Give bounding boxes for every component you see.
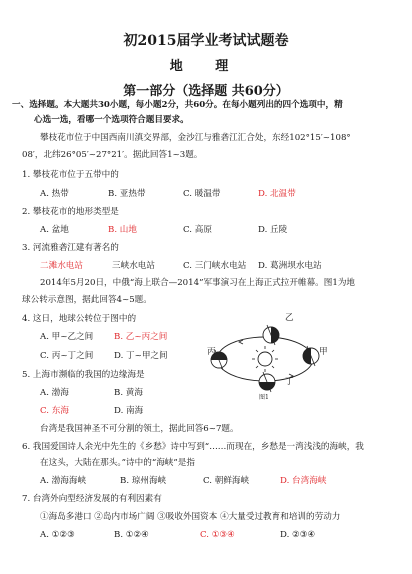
q3-option-a[interactable]: 二滩水电站 (40, 261, 83, 271)
subject-title: 地 理 (169, 59, 243, 74)
q4-stem: 4. 这日，地球公转位于图中的 (22, 314, 137, 324)
q1-option-c[interactable]: C. 暖温带 (183, 189, 221, 199)
q2-option-a[interactable]: A. 盆地 (40, 225, 69, 235)
sun-rays-icon (252, 346, 278, 372)
section-instruction-line1: 一、选择题。本大题共30小题，每小题2分，共60分。在每小题列出的四个选项中，精 (12, 100, 343, 110)
section-instruction-line2: 心选一选，看哪一个选项符合题目要求。 (34, 115, 189, 125)
q4-option-a[interactable]: A. 甲~乙之间 (40, 332, 94, 342)
q2-option-d[interactable]: D. 丘陵 (258, 225, 288, 235)
q5-option-a[interactable]: A. 渤海 (40, 388, 69, 398)
q7-stem: 7. 台湾外向型经济发展的有利因素有 (22, 494, 162, 504)
sun-icon (258, 352, 272, 366)
q3-option-c[interactable]: C. 三门峡水电站 (183, 261, 247, 271)
orbit-svg (205, 312, 325, 404)
exam-title: 初2015届学业考试试题卷 (123, 33, 289, 49)
q5-option-c[interactable]: C. 东海 (40, 406, 69, 416)
q6-option-a[interactable]: A. 渤海海峡 (40, 476, 87, 486)
q6-option-b[interactable]: B. 琼州海峡 (120, 476, 167, 486)
label-yi: 乙 (285, 313, 294, 323)
earth-orbit-diagram (205, 312, 328, 404)
q3-stem: 3. 河流雅砻江建有著名的 (22, 243, 119, 253)
passage3-line1: 台湾是我国神圣不可分割的领土，据此回答6~7题。 (40, 424, 239, 434)
q2-option-c[interactable]: C. 高原 (183, 225, 212, 235)
passage2-line1: 2014年5月20日，中俄“海上联合—2014”军事演习在上海正式拉开帷幕。图1为地 (40, 278, 356, 288)
q1-option-a[interactable]: A. 热带 (40, 189, 69, 199)
q6-stem-line2: 在这头，大陆在那头。”诗中的“海峡”是指 (40, 458, 195, 468)
part-title: 第一部分（选择题 共60分） (123, 84, 289, 99)
q6-option-d[interactable]: D. 台湾海峡 (280, 476, 327, 486)
q5-stem: 5. 上海市濒临的我国的边缘海是 (22, 370, 145, 380)
passage1-line2: 08′，北纬26°05′~27°21′。据此回答1~3题。 (22, 150, 203, 160)
q3-option-d[interactable]: D. 葛洲坝水电站 (258, 261, 322, 271)
q4-option-d[interactable]: D. 丁~甲之间 (114, 351, 168, 361)
passage2-line2: 球公转示意图，据此回答4~5题。 (22, 295, 152, 305)
q2-option-b[interactable]: B. 山地 (108, 225, 137, 235)
q6-stem-line1: 6. 我国爱国诗人余光中先生的《乡愁》诗中写到“……而现在，乡愁是一湾浅浅的海峡，我 (22, 442, 364, 452)
q5-option-b[interactable]: B. 黄海 (114, 388, 143, 398)
q7-factors: ①海岛多港口 ②岛内市场广阔 ③吸收外国资本 ④大量受过教育和培训的劳动力 (40, 512, 341, 522)
label-bing: 丙 (207, 347, 216, 357)
q5-option-d[interactable]: D. 南海 (114, 406, 144, 416)
q7-option-d[interactable]: D. ②③④ (280, 530, 316, 540)
figure-caption: 图1 (259, 394, 269, 401)
q1-option-d[interactable]: D. 北温带 (258, 189, 296, 199)
q1-option-b[interactable]: B. 亚热带 (108, 189, 146, 199)
label-jia: 甲 (319, 347, 328, 357)
q1-stem: 1. 攀枝花市位于五带中的 (22, 170, 119, 180)
label-ding: 丁 (285, 377, 294, 387)
q3-option-b[interactable]: 三峡水电站 (112, 261, 155, 271)
q7-option-c[interactable]: C. ①③④ (200, 530, 235, 540)
q4-option-c[interactable]: C. 丙~丁之间 (40, 351, 94, 361)
passage1-line1: 攀枝花市位于中国西南川滇交界部，金沙江与雅砻江汇合处，东经102°15′~108° (40, 133, 351, 143)
q6-option-c[interactable]: C. 朝鲜海峡 (203, 476, 250, 486)
q2-stem: 2. 攀枝花市的地形类型是 (22, 207, 119, 217)
q7-option-b[interactable]: B. ①②④ (114, 530, 149, 540)
q7-option-a[interactable]: A. ①②③ (40, 530, 75, 540)
q4-option-b[interactable]: B. 乙~丙之间 (114, 332, 168, 342)
